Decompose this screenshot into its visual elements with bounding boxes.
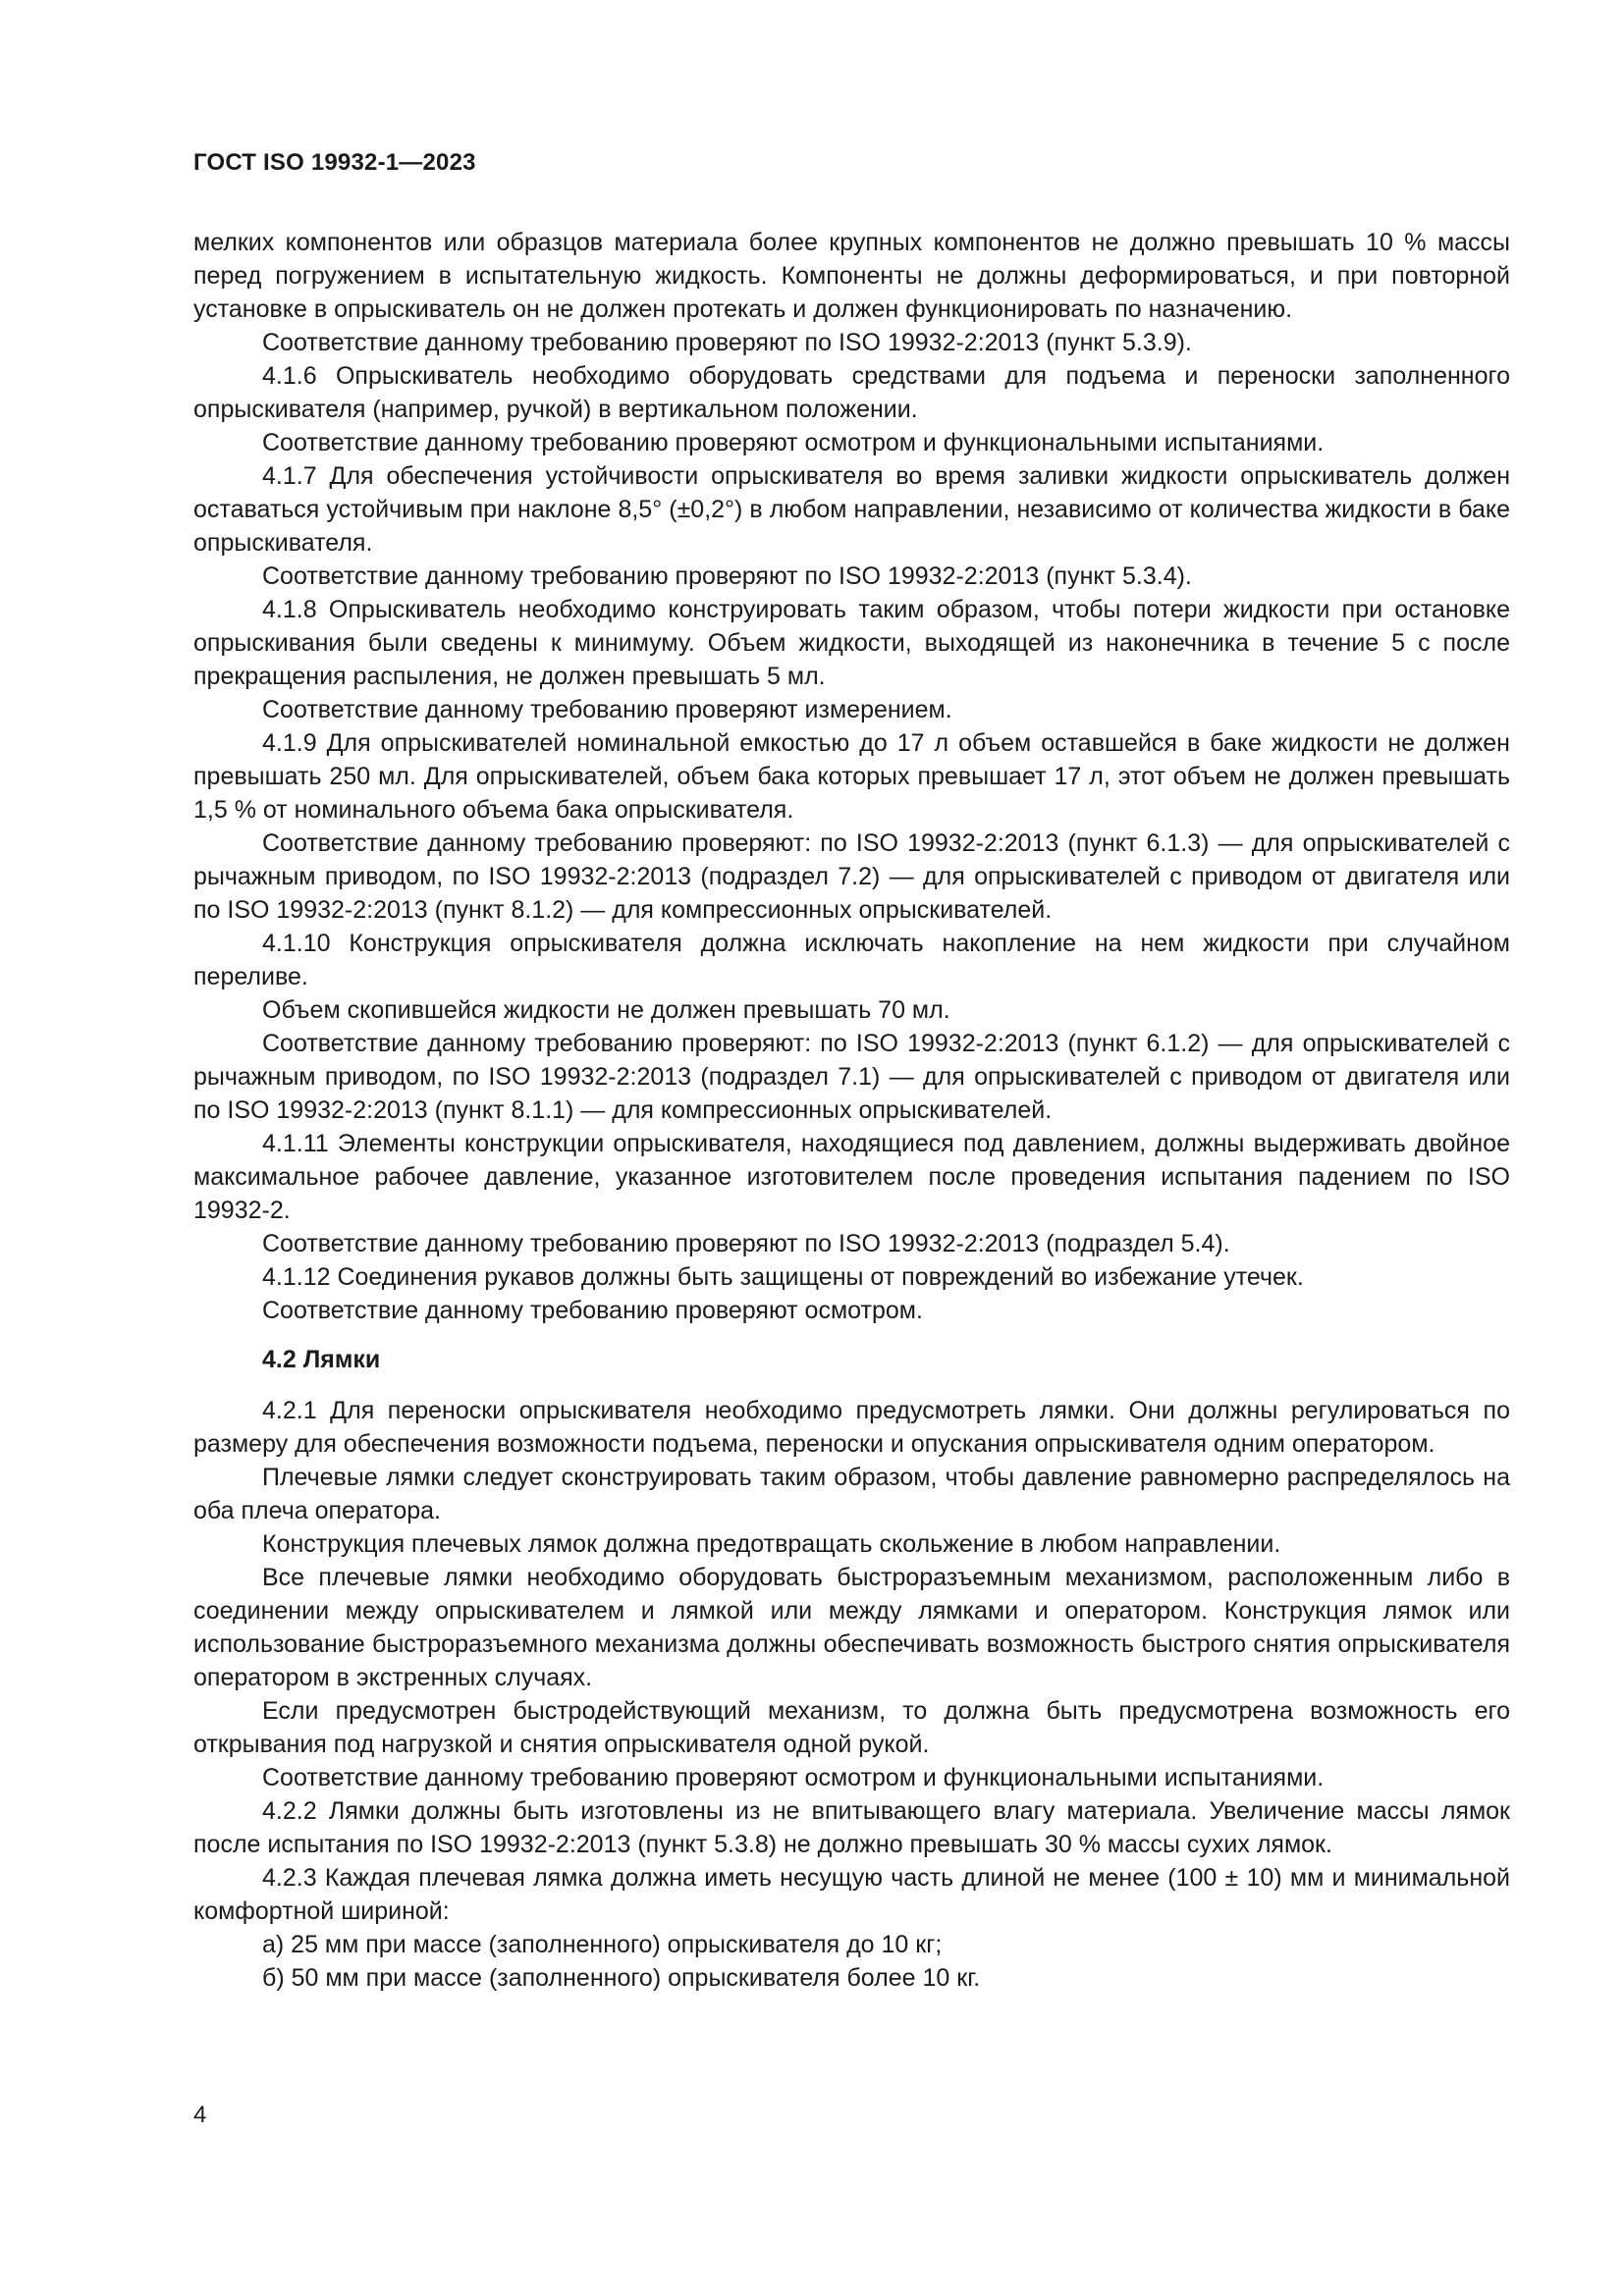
clause-4-1-11: 4.1.11 Элементы конструкции опрыскивателя, находящиеся под давлением, должны выдерживать двойное максимальное рабочее давление, указанное изготовителем после проведения испытания падением по ISO 19932-2.	[193, 1130, 1510, 1224]
paragraph: Все плечевые лямки необходимо оборудовать быстроразъемным механизмом, расположенным либо в соединении между опрыскивателем и лямкой или между лямками и оператором. Конструкция лямок или использование быстроразъемного механизма должны обеспечивать возможность быстрого снятия опрыскивателя оператором в экстренных случаях.	[193, 1564, 1510, 1691]
paragraph-compliance: Соответствие данному требованию проверяют по ISO 19932-2:2013 (пункт 5.3.4).	[262, 562, 1192, 590]
list-item-b: б) 50 мм при массе (заполненного) опрыскивателя более 10 кг.	[262, 1964, 981, 1992]
clause-4-1-8: 4.1.8 Опрыскиватель необходимо конструировать таким образом, чтобы потери жидкости при остановке опрыскивания были сведены к минимуму. Объем жидкости, выходящей из наконечника в течение 5 с после прекращения распыления, не должен превышать 5 мл.	[193, 596, 1510, 690]
paragraph-compliance: Соответствие данному требованию проверяют по ISO 19932-2:2013 (подраздел 5.4).	[262, 1230, 1230, 1257]
paragraph-compliance: Соответствие данному требованию проверяют осмотром и функциональными испытаниями.	[262, 429, 1325, 456]
paragraph-compliance: Соответствие данному требованию проверяют осмотром.	[262, 1297, 923, 1324]
clause-4-1-9: 4.1.9 Для опрыскивателей номинальной емкостью до 17 л объем оставшейся в баке жидкости не должен превышать 250 мл. Для опрыскивателей, объем бака которых превышает 17 л, этот объем не должен превышать 1,5 % от номинального объема бака опрыскивателя.	[193, 729, 1510, 824]
paragraph-compliance: Соответствие данному требованию проверяют: по ISO 19932-2:2013 (пункт 6.1.2) — для опрыскивателей с рычажным приводом, по ISO 19932-2:2013 (подраздел 7.1) — для опрыскивателей с приводом от двигателя или по ISO 19932-2:2013 (пункт 8.1.1) — для компрессионных опрыскивателей.	[193, 1030, 1510, 1124]
paragraph: Конструкция плечевых лямок должна предотвращать скольжение в любом направлении.	[262, 1530, 1281, 1558]
page-number: 4	[193, 2102, 207, 2128]
clause-4-2-3: 4.2.3 Каждая плечевая лямка должна иметь несущую часть длиной не менее (100 ± 10) мм и минимальной комфортной шириной:	[193, 1864, 1510, 1925]
clause-4-1-6: 4.1.6 Опрыскиватель необходимо оборудовать средствами для подъема и переноски заполненного опрыскивателя (например, ручкой) в вертикальном положении.	[193, 362, 1510, 423]
list-item-a: а) 25 мм при массе (заполненного) опрыскивателя до 10 кг;	[262, 1931, 943, 1958]
paragraph-compliance: Соответствие данному требованию проверяют измерением.	[262, 696, 952, 723]
document-header-code: ГОСТ ISO 19932-1—2023	[193, 149, 476, 176]
clause-4-2-2: 4.2.2 Лямки должны быть изготовлены из не впитывающего влагу материала. Увеличение массы лямок после испытания по ISO 19932-2:2013 (пункт 5.3.8) не должно превышать 30 % массы сухих лямок.	[193, 1797, 1510, 1858]
clause-4-2-1: 4.2.1 Для переноски опрыскивателя необходимо предусмотреть лямки. Они должны регулироваться по размеру для обеспечения возможности подъема, переноски и опускания опрыскивателя одним оператором.	[193, 1397, 1510, 1458]
clause-4-1-12: 4.1.12 Соединения рукавов должны быть защищены от повреждений во избежание утечек.	[262, 1263, 1304, 1291]
paragraph: Плечевые лямки следует сконструировать таким образом, чтобы давление равномерно распределялось на оба плеча оператора.	[193, 1464, 1510, 1524]
paragraph: Объем скопившейся жидкости не должен превышать 70 мл.	[262, 996, 950, 1024]
paragraph-compliance: Соответствие данному требованию проверяют по ISO 19932-2:2013 (пункт 5.3.9).	[262, 329, 1192, 356]
paragraph-continuation: мелких компонентов или образцов материала более крупных компонентов не должно превышать 10 % массы перед погружением в испытательную жидкость. Компоненты не должны деформироваться, и при повторной установке в опрыскиватель он не должен протекать и должен функционировать по назначению.	[193, 229, 1510, 323]
clause-4-1-10: 4.1.10 Конструкция опрыскивателя должна исключать накопление на нем жидкости при случайном переливе.	[193, 930, 1510, 990]
paragraph-compliance: Соответствие данному требованию проверяют осмотром и функциональными испытаниями.	[262, 1764, 1325, 1791]
paragraph: Если предусмотрен быстродействующий механизм, то должна быть предусмотрена возможность его открывания под нагрузкой и снятия опрыскивателя одной рукой.	[193, 1697, 1510, 1758]
section-heading-4-2: 4.2 Лямки	[262, 1346, 381, 1373]
paragraph-compliance: Соответствие данному требованию проверяют: по ISO 19932-2:2013 (пункт 6.1.3) — для опрыскивателей с рычажным приводом, по ISO 19932-2:2013 (подраздел 7.2) — для опрыскивателей с приводом от двигателя или по ISO 19932-2:2013 (пункт 8.1.2) — для компрессионных опрыскивателей.	[193, 829, 1510, 924]
document-body	[193, 226, 1510, 1995]
clause-4-1-7: 4.1.7 Для обеспечения устойчивости опрыскивателя во время заливки жидкости опрыскиватель должен оставаться устойчивым при наклоне 8,5° (±0,2°) в любом направлении, независимо от количества жидкости в баке опрыскивателя.	[193, 462, 1510, 557]
